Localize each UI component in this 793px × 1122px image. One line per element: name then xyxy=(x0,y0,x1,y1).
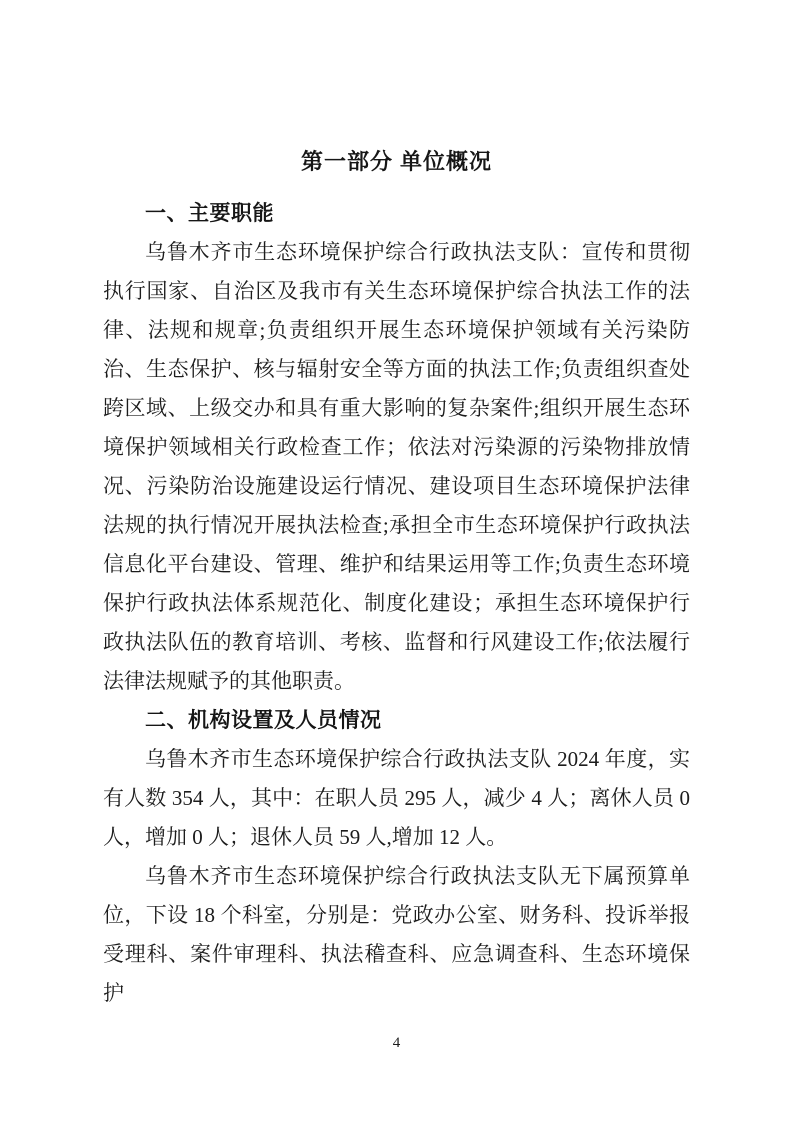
section-1-heading: 一、主要职能 xyxy=(145,202,274,225)
page-title: 第一部分 单位概况 xyxy=(300,149,493,174)
section-2-paragraph-departments: 乌鲁木齐市生态环境保护综合行政执法支队无下属预算单位，下设 18 个科室，分别是：党政办公室、财务科、投诉举报受理科、案件审理科、执法稽查科、应急调查科、生态环境保护 xyxy=(103,864,690,1005)
section-2-paragraph-staffing: 乌鲁木齐市生态环境保护综合行政执法支队 2024 年度，实有人数 354 人，其中：在职人员 295 人，减少 4 人；离休人员 0 人，增加 0 人；退休人员 59 人,增加 12 人。 xyxy=(103,747,690,849)
section-2-heading: 二、机构设置及人员情况 xyxy=(145,709,382,732)
section-1-paragraph-functions: 乌鲁木齐市生态环境保护综合行政执法支队：宣传和贯彻执行国家、自治区及我市有关生态环境保护综合执法工作的法律、法规和规章;负责组织开展生态环境保护领域有关污染防治、生态保护、核与辐射安全等方面的执法工作;负责组织查处跨区域、上级交办和具有重大影响的复杂案件;组织开展生态环境保护领域相关行政检查工作；依法对污染源的污染物排放情况、污染防治设施建设运行情况、建设项目生态环境保护法律法规的执行情况开展执法检查;承担全市生态环境保护行政执法信息化平台建设、管理、维护和结果运用等工作;负责生态环境保护行政执法体系规范化、制度化建设；承担生态环境保护行政执法队伍的教育培训、考核、监督和行风建设工作;依法履行法律法规赋予的其他职责。 xyxy=(103,240,690,693)
page-number: 4 xyxy=(392,1035,401,1051)
